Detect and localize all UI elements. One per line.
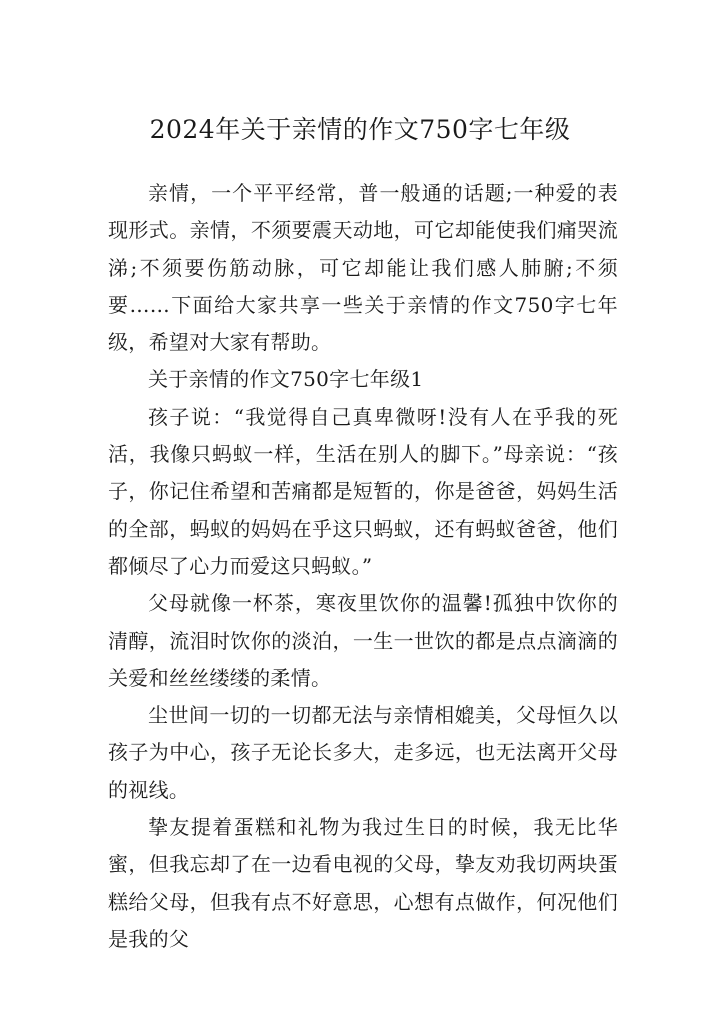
- document-body: [108, 175, 618, 958]
- document-title: 2024年关于亲情的作文750字七年级: [149, 115, 571, 144]
- intro-paragraph: 亲情，一个平平经常，普一般通的话题;一种爱的表现形式。亲情，不须要震天动地，可它却能使我们痛哭流涕;不须要伤筋动脉，可它却能让我们感人肺腑;不须要……下面给大家共享一些关于亲情的作文750字七年级，希望对大家有帮助。: [108, 181, 618, 355]
- body-paragraph: 孩子说：“我觉得自己真卑微呀!没有人在乎我的死活，我像只蚂蚁一样，生活在别人的脚下。”母亲说：“孩子，你记住希望和苦痛都是短暂的，你是爸爸，妈妈生活的全部，蚂蚁的妈妈在乎这只蚂蚁，还有蚂蚁爸爸，他们都倾尽了心力而爱这只蚂蚁。”: [108, 404, 618, 578]
- body-paragraph: 父母就像一杯茶，寒夜里饮你的温馨!孤独中饮你的清醇，流泪时饮你的淡泊，一生一世饮的都是点点滴滴的关爱和丝丝缕缕的柔情。: [108, 591, 618, 690]
- section-heading: 关于亲情的作文750字七年级1: [148, 367, 424, 392]
- body-paragraph: 挚友提着蛋糕和礼物为我过生日的时候，我无比华蜜，但我忘却了在一边看电视的父母，挚友劝我切两块蛋糕给父母，但我有点不好意思，心想有点做作，何况他们是我的父: [108, 815, 618, 951]
- body-paragraph: 尘世间一切的一切都无法与亲情相媲美，父母恒久以孩子为中心，孩子无论长多大，走多远，也无法离开父母的视线。: [108, 703, 618, 802]
